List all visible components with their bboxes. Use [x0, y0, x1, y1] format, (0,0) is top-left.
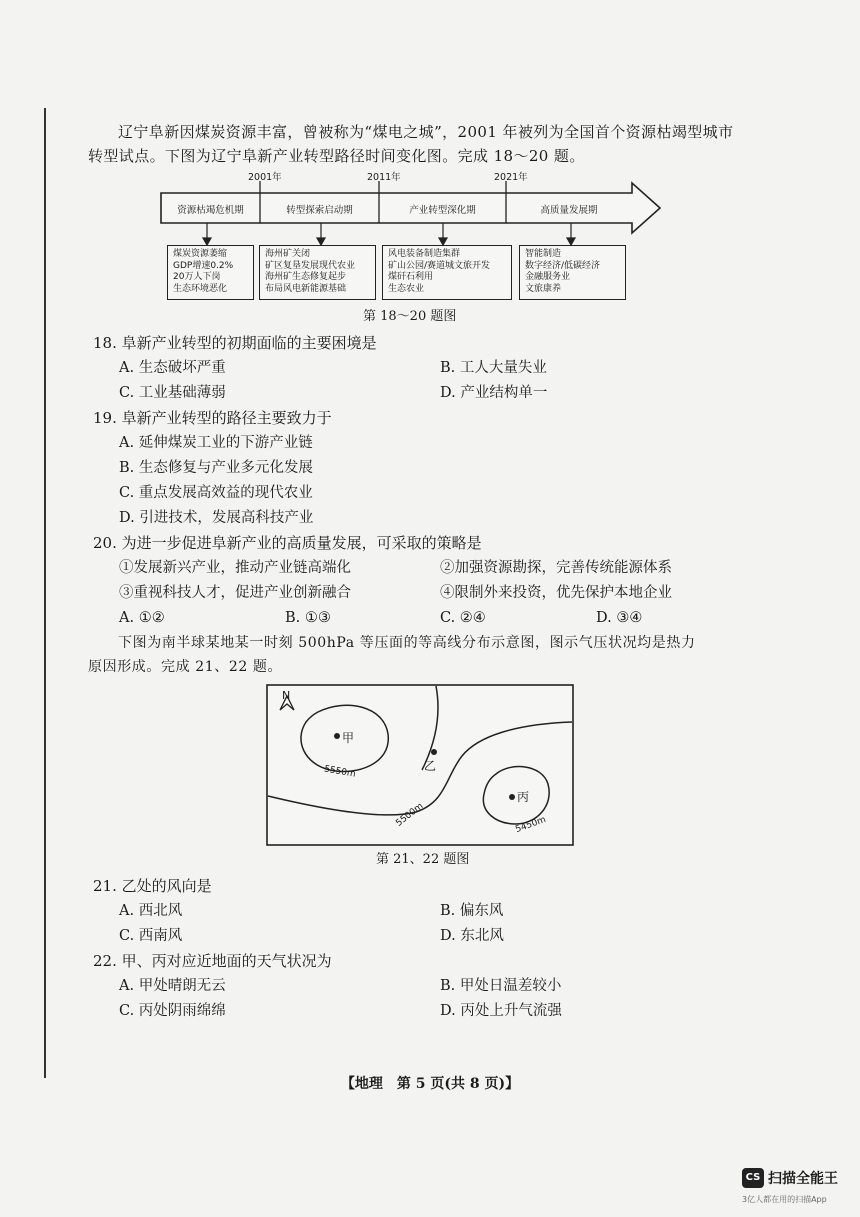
- q20-option-b[interactable]: B. ①③: [285, 610, 331, 626]
- q19-option-a[interactable]: A. 延伸煤炭工业的下游产业链: [119, 435, 313, 451]
- q21-option-c[interactable]: C. 西南风: [119, 928, 183, 944]
- intro2-text-line-1: 下图为南半球某地某一时刻 500hPa 等压面的等高线分布示意图，图示气压状况均是热力: [118, 635, 696, 651]
- q20-statement-4: ④限制外来投资，优先保护本地企业: [440, 585, 672, 601]
- point-yi-label: 乙: [424, 759, 437, 773]
- box-line: 矿区复垦发展现代农业: [265, 260, 356, 271]
- q18-option-d[interactable]: D. 产业结构单一: [440, 385, 548, 401]
- page-footer: 【地理 第 5 页(共 8 页)】: [340, 1076, 520, 1092]
- box-line: 生态农业: [388, 283, 425, 294]
- timeline-box-explore: [259, 245, 376, 300]
- intro-text-line-2: 转型试点。下图为辽宁阜新产业转型路径时间变化图。完成 18～20 题。: [88, 147, 585, 165]
- phase-label: 资源枯竭危机期: [177, 205, 244, 216]
- q19-option-b[interactable]: B. 生态修复与产业多元化发展: [119, 460, 313, 476]
- question-18-stem: 18. 阜新产业转型的初期面临的主要困境是: [93, 334, 377, 352]
- box-line: GDP增速0.2%: [173, 260, 234, 271]
- timeline-box-quality: [519, 245, 626, 300]
- q19-option-c[interactable]: C. 重点发展高效益的现代农业: [119, 485, 313, 501]
- box-line: 智能制造: [525, 249, 562, 259]
- q20-statement-1: ①发展新兴产业，推动产业链高端化: [119, 560, 351, 576]
- q22-option-c[interactable]: C. 丙处阴雨绵绵: [119, 1003, 226, 1019]
- box-line: 风电装备制造集群: [388, 249, 461, 259]
- q20-option-a[interactable]: A. ①②: [119, 610, 165, 626]
- box-line: 煤矸石利用: [388, 272, 434, 282]
- q19-option-d[interactable]: D. 引进技术，发展高科技产业: [119, 510, 314, 526]
- q20-option-c[interactable]: C. ②④: [440, 610, 486, 626]
- box-line: 海州矿生态修复起步: [265, 272, 347, 282]
- question-21-stem: 21. 乙处的风向是: [93, 877, 212, 895]
- phase-label: 高质量发展期: [540, 205, 598, 216]
- contour-label-5500: 5500m: [394, 801, 426, 829]
- north-label: N: [282, 689, 291, 702]
- q21-option-b[interactable]: B. 偏东风: [440, 903, 504, 919]
- timeline-box-deepen: [382, 245, 512, 300]
- question-22-stem: 22. 甲、丙对应近地面的天气状况为: [93, 952, 332, 970]
- camscanner-tagline: 3亿人都在用的扫描App: [742, 1195, 827, 1204]
- figure-caption-18-20: 第 18～20 题图: [363, 309, 457, 324]
- camscanner-logo-icon: CS: [742, 1168, 764, 1188]
- q18-option-c[interactable]: C. 工业基础薄弱: [119, 385, 226, 401]
- box-line: 布局风电新能源基础: [265, 283, 347, 294]
- timeline-year-2011: 2011年: [367, 172, 401, 183]
- point-bing-label: 丙: [517, 790, 530, 804]
- q20-statement-2: ②加强资源勘探，完善传统能源体系: [440, 560, 672, 576]
- box-line: 文旅康养: [525, 283, 562, 294]
- contour-label-5450: 5450m: [514, 814, 548, 836]
- camscanner-name: 扫描全能王: [768, 1171, 838, 1187]
- question-20-stem: 20. 为进一步促进阜新产业的高质量发展，可采取的策略是: [93, 534, 482, 552]
- box-line: 煤炭资源萎缩: [173, 249, 228, 259]
- q20-option-d[interactable]: D. ③④: [596, 610, 643, 626]
- box-line: 20万人下岗: [173, 272, 221, 282]
- q18-option-a[interactable]: A. 生态破坏严重: [119, 360, 226, 376]
- q22-option-b[interactable]: B. 甲处日温差较小: [440, 978, 562, 994]
- point-jia-label: 甲: [342, 731, 355, 745]
- q21-option-a[interactable]: A. 西北风: [119, 903, 183, 919]
- intro2-text-line-2: 原因形成。完成 21、22 题。: [88, 659, 283, 675]
- timeline-box-crisis: [167, 245, 254, 300]
- phase-label: 产业转型深化期: [409, 205, 476, 216]
- question-19-stem: 19. 阜新产业转型的路径主要致力于: [93, 409, 332, 427]
- timeline-year-2021: 2021年: [494, 172, 528, 183]
- box-line: 数字经济/低碳经济: [525, 260, 601, 271]
- q22-option-a[interactable]: A. 甲处晴朗无云: [119, 978, 226, 994]
- box-line: 海州矿关闭: [265, 249, 311, 259]
- contour-label-5550: 5550m: [323, 764, 357, 780]
- figure-caption-21-22: 第 21、22 题图: [376, 852, 470, 867]
- q22-option-d[interactable]: D. 丙处上升气流强: [440, 1003, 562, 1019]
- q20-statement-3: ③重视科技人才，促进产业创新融合: [119, 585, 351, 601]
- q21-option-d[interactable]: D. 东北风: [440, 928, 504, 944]
- timeline-year-2001: 2001年: [248, 172, 282, 183]
- box-line: 矿山公园/赛道城文旅开发: [388, 260, 491, 271]
- box-line: 生态环境恶化: [173, 283, 228, 294]
- phase-label: 转型探索启动期: [286, 205, 353, 216]
- box-line: 金融服务业: [525, 272, 571, 282]
- q18-option-b[interactable]: B. 工人大量失业: [440, 360, 547, 376]
- intro-text-line-1: 辽宁阜新因煤炭资源丰富，曾被称为“煤电之城”，2001 年被列为全国首个资源枯竭型城市: [118, 123, 734, 141]
